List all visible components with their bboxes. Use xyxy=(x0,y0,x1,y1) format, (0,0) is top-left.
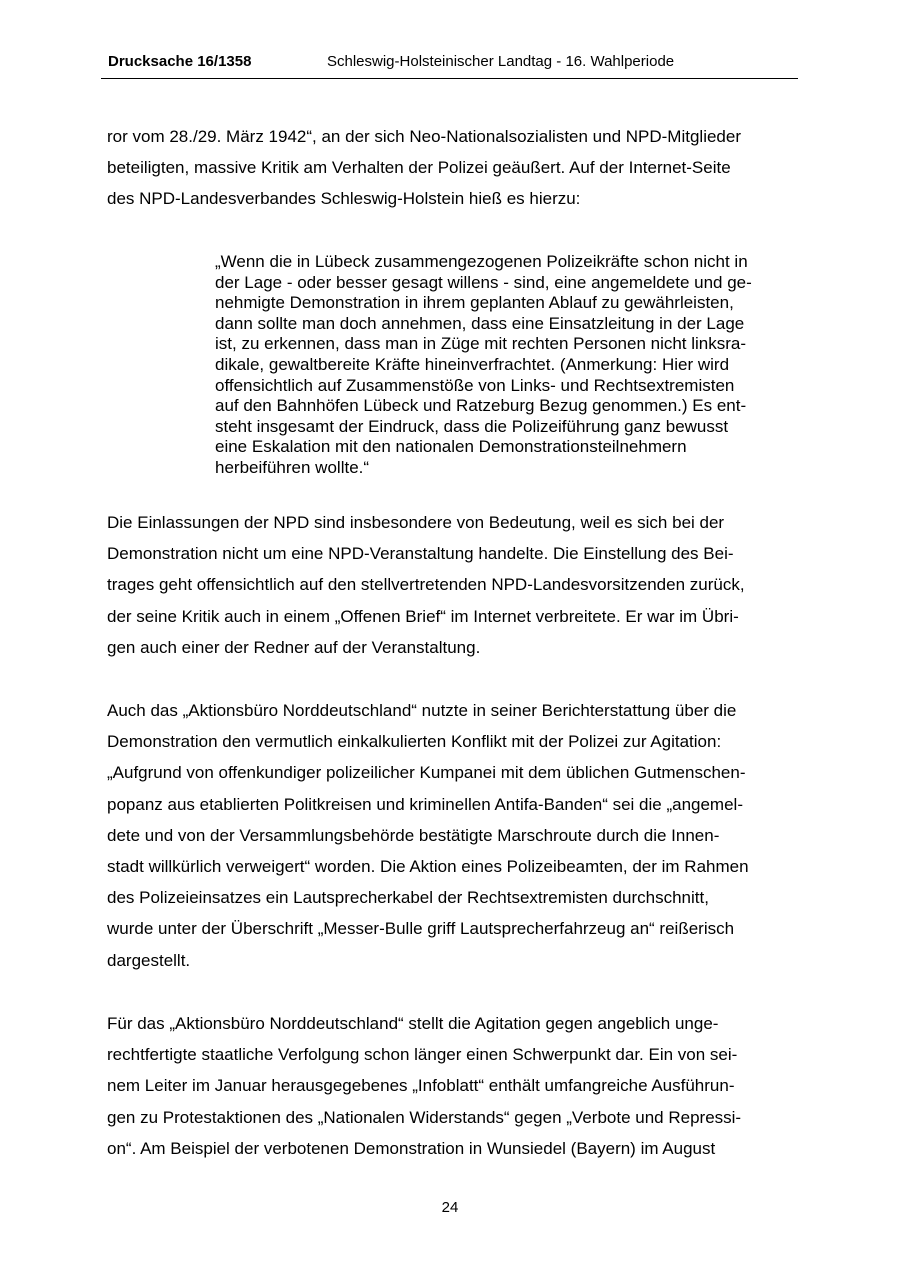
text-line: des Polizeieinsatzes ein Lautsprecherkabel der Rechtsextremisten durchschnitt, xyxy=(107,888,709,908)
text-line: wurde unter der Überschrift „Messer-Bulle griff Lautsprecherfahrzeug an“ reißerisch xyxy=(107,919,735,939)
npd-quote xyxy=(215,252,795,479)
quote-line: dikale, gewaltbereite Kräfte hineinverfrachtet. (Anmerkung: Hier wird xyxy=(215,354,730,374)
quote-line: eine Eskalation mit den nationalen Demonstrationsteilnehmern xyxy=(215,437,687,457)
text-line: Demonstration den vermutlich einkalkulierten Konflikt mit der Polizei zur Agitation: xyxy=(107,732,722,752)
paragraph-2 xyxy=(107,507,797,663)
quote-line: „Wenn die in Lübeck zusammengezogenen Polizeikräfte schon nicht in xyxy=(215,252,748,271)
text-line: des NPD-Landesverbandes Schleswig-Holstein hieß es hierzu: xyxy=(107,189,581,209)
text-line: beteiligten, massive Kritik am Verhalten der Polizei geäußert. Auf der Internet-Seite xyxy=(107,158,731,178)
text-line: nem Leiter im Januar herausgegebenes „Infoblatt“ enthält umfangreiche Ausführun- xyxy=(107,1076,735,1096)
paragraph-4 xyxy=(107,1008,797,1164)
quote-line: herbeiführen wollte.“ xyxy=(215,457,370,477)
quote-line: auf den Bahnhöfen Lübeck und Ratzeburg Bezug genommen.) Es ent- xyxy=(215,396,747,416)
text-line: Für das „Aktionsbüro Norddeutschland“ stellt die Agitation gegen angeblich unge- xyxy=(107,1014,719,1033)
text-line: ror vom 28./29. März 1942“, an der sich Neo-Nationalsozialisten und NPD-Mitglieder xyxy=(107,127,742,146)
text-line: dargestellt. xyxy=(107,950,191,970)
text-line: Die Einlassungen der NPD sind insbesondere von Bedeutung, weil es sich bei der xyxy=(107,513,725,532)
quote-line: steht insgesamt der Eindruck, dass die Polizeiführung ganz bewusst xyxy=(215,416,729,436)
text-line: Auch das „Aktionsbüro Norddeutschland“ nutzte in seiner Berichterstattung über die xyxy=(107,701,737,720)
paragraph-1 xyxy=(107,121,797,215)
document-number: Drucksache 16/1358 xyxy=(108,53,252,70)
quote-line: der Lage - oder besser gesagt willens - sind, eine angemeldete und ge- xyxy=(215,272,752,292)
paragraph-3 xyxy=(107,695,797,976)
text-line: rechtfertigte staatliche Verfolgung schon länger einen Schwerpunkt dar. Ein von sei- xyxy=(107,1045,738,1065)
page-number: 24 xyxy=(441,1199,459,1216)
quote-line: nehmigte Demonstration in ihrem geplanten Ablauf zu gewährleisten, xyxy=(215,293,734,313)
page-header xyxy=(101,52,798,79)
text-line: on“. Am Beispiel der verbotenen Demonstration in Wunsiedel (Bayern) im August xyxy=(107,1138,716,1158)
text-line: gen zu Protestaktionen des „Nationalen Widerstands“ gegen „Verbote und Repressi- xyxy=(107,1107,742,1127)
parliament-title: Schleswig-Holsteinischer Landtag - 16. Wahlperiode xyxy=(327,53,675,70)
text-line: dete und von der Versammlungsbehörde bestätigte Marschroute durch die Innen- xyxy=(107,825,720,845)
text-line: der seine Kritik auch in einem „Offenen Brief“ im Internet verbreitete. Er war im Übri- xyxy=(107,606,739,626)
text-line: popanz aus etablierten Politkreisen und kriminellen Antifa-Banden“ sei die „angemel- xyxy=(107,794,743,814)
quote-line: ist, zu erkennen, dass man in Züge mit rechten Personen nicht linksra- xyxy=(215,334,747,354)
text-line: gen auch einer der Redner auf der Veranstaltung. xyxy=(107,637,481,657)
text-line: stadt willkürlich verweigert“ worden. Die Aktion eines Polizeibeamten, der im Rahmen xyxy=(107,857,749,877)
text-line: „Aufgrund von offenkundiger polizeilicher Kumpanei mit dem üblichen Gutmenschen- xyxy=(107,763,746,783)
quote-line: offensichtlich auf Zusammenstöße von Links- und Rechtsextremisten xyxy=(215,375,735,395)
quote-line: dann sollte man doch annehmen, dass eine Einsatzleitung in der Lage xyxy=(215,313,745,333)
text-line: trages geht offensichtlich auf den stellvertretenden NPD-Landesvorsitzenden zurück, xyxy=(107,575,745,595)
text-line: Demonstration nicht um eine NPD-Veranstaltung handelte. Die Einstellung des Bei- xyxy=(107,544,734,564)
